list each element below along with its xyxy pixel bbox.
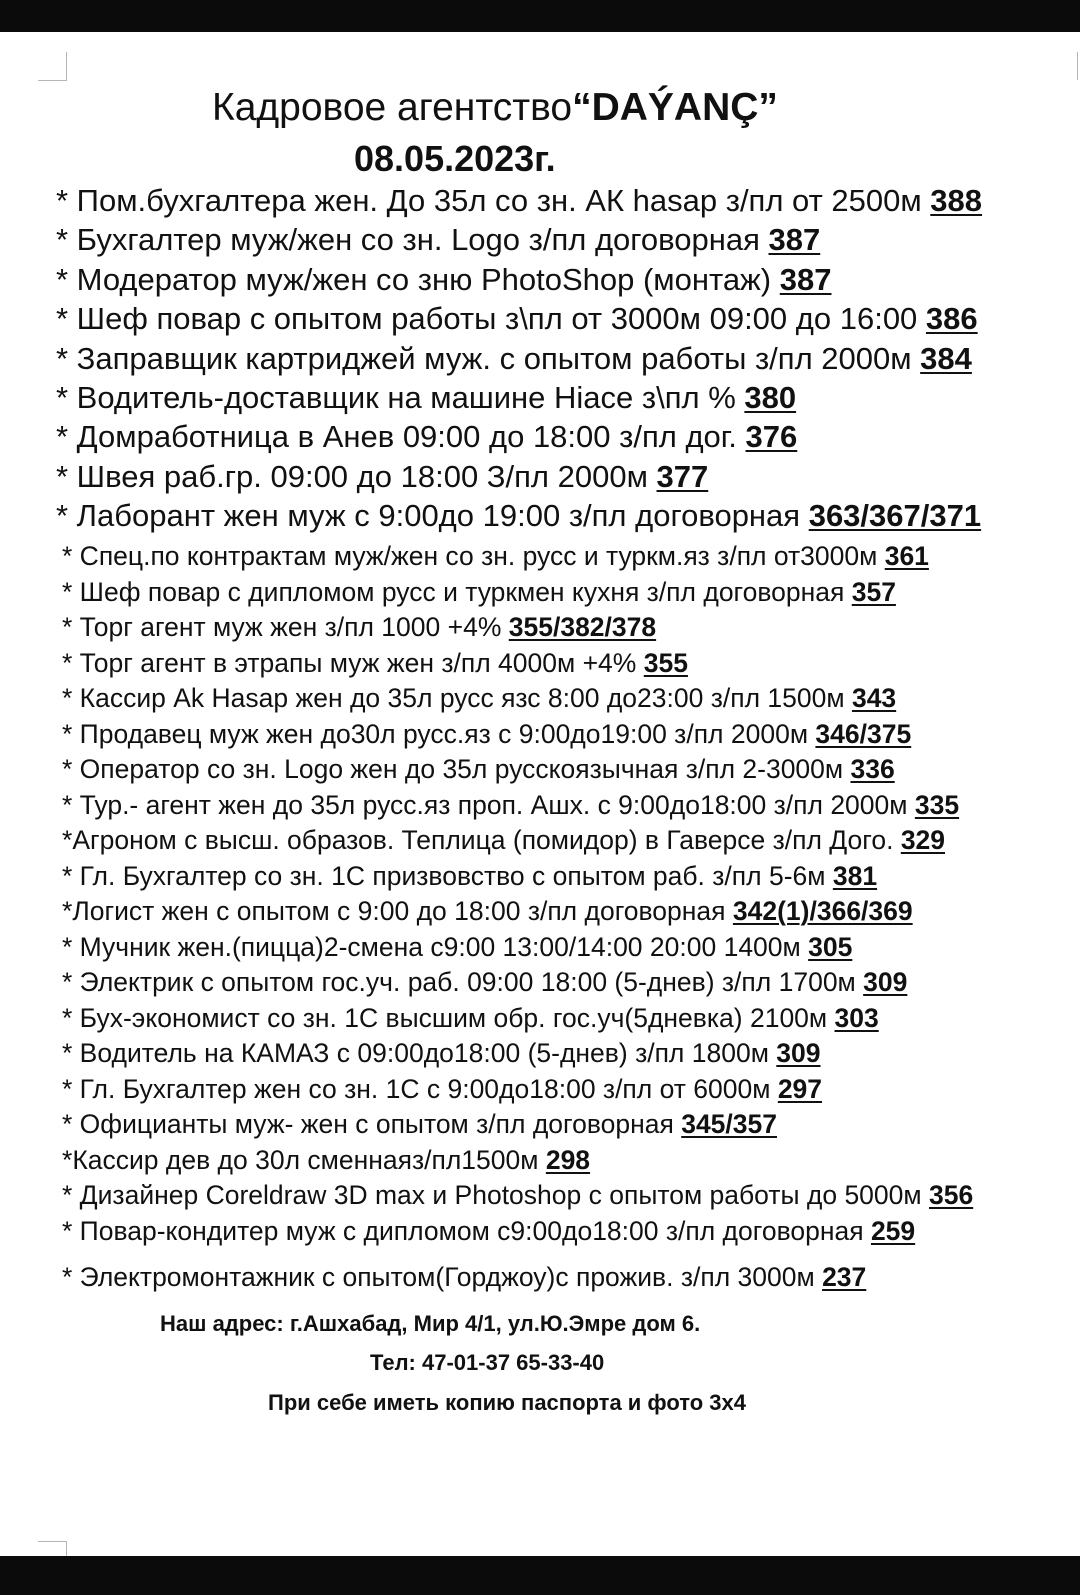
job-ref-number: 342(1)/366/369: [732, 896, 913, 926]
job-text: * Оператор со зн. Logo жен до 35л русскоязычная з/пл 2-3000м: [62, 754, 851, 784]
job-ref-number: 259: [870, 1216, 916, 1246]
job-listing: [62, 1216, 915, 1247]
job-listing: [62, 541, 929, 572]
job-ref-number: 377: [656, 459, 709, 494]
job-text: * Бух-экономист со зн. 1С высшим обр. гос.уч(5дневка) 2100м: [62, 1003, 835, 1033]
job-text: * Швея раб.гр. 09:00 до 18:00 З/пл 2000м: [56, 459, 657, 494]
job-text: * Спец.по контрактам муж/жен со зн. русс и туркм.яз з/пл от3000м: [62, 541, 885, 571]
job-ref-number: 386: [925, 301, 978, 336]
job-ref-number: 309: [776, 1038, 821, 1068]
job-ref-number: 388: [930, 183, 983, 218]
job-ref-number: 329: [900, 825, 946, 855]
title-prefix: Кадровое агентство: [212, 86, 573, 129]
job-listing: [62, 967, 907, 998]
job-listing: [62, 1074, 822, 1105]
job-listing: [62, 1180, 973, 1211]
job-text: *Логист жен с опытом с 9:00 до 18:00 з/пл договорная: [62, 896, 733, 926]
job-listing: [62, 1038, 821, 1069]
job-listing: [62, 577, 896, 608]
page-corner-mark: [38, 1541, 67, 1557]
job-listing: [62, 790, 959, 821]
bottom-navigation-bar: [0, 1556, 1080, 1595]
job-ref-number: 376: [745, 419, 798, 454]
job-ref-number: 381: [832, 861, 878, 891]
job-listing: [62, 1003, 879, 1034]
job-ref-number: 305: [808, 932, 853, 962]
job-text: * Тур.- агент жен до 35л русс.яз проп. Ашх. с 9:00до18:00 з/пл 2000м: [62, 790, 915, 820]
job-ref-number: 297: [777, 1074, 823, 1104]
job-listing: [56, 222, 820, 258]
job-listing: [62, 896, 913, 927]
agency-phones: Тел: 47-01-37 65-33-40: [370, 1350, 605, 1375]
job-text: * Гл. Бухгалтер жен со зн. 1С с 9:00до18:00 з/пл от 6000м: [62, 1074, 778, 1104]
job-text: * Электромонтажник с опытом(Горджоу)с прожив. з/пл 3000м: [62, 1262, 823, 1292]
job-ref-number: 384: [920, 341, 972, 376]
job-listing: [56, 498, 981, 534]
job-text: * Шеф повар с опытом работы з\пл от 3000м 09:00 до 16:00: [56, 301, 926, 336]
job-text: * Шеф повар с дипломом русс и туркмен кухня з/пл договорная: [62, 577, 852, 607]
job-listing: [62, 932, 852, 963]
job-ref-number: 356: [928, 1180, 974, 1210]
job-listing: [62, 683, 896, 714]
job-listing: [62, 754, 895, 785]
job-listing: [62, 1145, 590, 1176]
job-ref-number: 387: [768, 222, 821, 257]
job-text: * Гл. Бухгалтер со зн. 1С призвовство с опытом раб. з/пл 5-6м: [62, 861, 833, 891]
job-listing: [56, 301, 978, 337]
job-text: * Кассир Ak Hasap жен до 35л русс язс 8:00 до23:00 з/пл 1500м: [62, 683, 852, 713]
job-ref-number: 355/382/378: [508, 612, 657, 642]
job-ref-number: 363/367/371: [808, 498, 982, 533]
job-text: * Пом.бухгалтера жен. До 35л со зн. АК hasap з/пл от 2500м: [56, 183, 931, 218]
job-ref-number: 343: [851, 683, 897, 713]
job-ref-number: 336: [850, 754, 895, 784]
job-text: * Бухгалтер муж/жен со зн. Logo з/пл договорная: [56, 222, 769, 257]
job-ref-number: 345/357: [681, 1109, 777, 1139]
job-text: * Лаборант жен муж с 9:00до 19:00 з/пл договорная: [56, 498, 809, 533]
job-listing: [56, 262, 831, 298]
job-listing: [56, 380, 796, 416]
job-ref-number: 387: [779, 262, 832, 297]
job-text: * Торг агент муж жен з/пл 1000 +4%: [62, 612, 509, 642]
job-text: * Модератор муж/жен со зню PhotoShop (монтаж): [56, 262, 780, 297]
agency-brand: “DAÝANÇ”: [572, 86, 778, 129]
job-ref-number: 357: [851, 577, 896, 607]
documents-note: При себе иметь копию паспорта и фото 3х4: [268, 1390, 747, 1415]
job-listing: [62, 612, 656, 643]
job-listing: [62, 719, 911, 750]
job-listing: [62, 1109, 777, 1140]
job-text: * Торг агент в этрапы муж жен з/пл 4000м +4%: [62, 648, 644, 678]
job-listing: [56, 341, 972, 377]
job-text: * Повар-кондитер муж с дипломом с9:00до18:00 з/пл договорная: [62, 1216, 871, 1246]
job-text: * Водитель-доставщик на машине Hiace з\пл %: [56, 380, 745, 415]
job-ref-number: 346/375: [815, 719, 912, 749]
job-ref-number: 309: [863, 967, 908, 997]
job-listing: [56, 459, 708, 495]
job-ref-number: 335: [914, 790, 960, 820]
job-text: *Кассир дев до 30л сменнаяз/пл1500м: [62, 1145, 546, 1175]
job-ref-number: 361: [884, 541, 929, 571]
job-text: * Водитель на КАМАЗ с 09:00до18:00 (5-днев) з/пл 1800м: [62, 1038, 777, 1068]
job-text: * Продавец муж жен до30л русс.яз с 9:00до19:00 з/пл 2000м: [62, 719, 816, 749]
job-text: * Домработница в Анев 09:00 до 18:00 з/пл дог.: [56, 419, 746, 454]
posting-date: 08.05.2023г.: [354, 138, 556, 179]
job-ref-number: 380: [744, 380, 797, 415]
job-listing: [62, 861, 877, 892]
job-text: * Электрик с опытом гос.уч. раб. 09:00 18:00 (5-днев) з/пл 1700м: [62, 967, 864, 997]
job-text: * Заправщик картриджей муж. с опытом работы з/пл 2000м: [56, 341, 921, 376]
agency-address: Наш адрес: г.Ашхабад, Мир 4/1, ул.Ю.Эмре дом 6.: [160, 1311, 701, 1336]
job-ref-number: 303: [834, 1003, 879, 1033]
job-ref-number: 237: [822, 1262, 867, 1292]
job-ref-number: 298: [545, 1145, 591, 1175]
job-listing: [62, 648, 688, 679]
job-listing: [62, 825, 945, 856]
job-listing: [56, 183, 982, 219]
job-text: * Официанты муж- жен с опытом з/пл договорная: [62, 1109, 682, 1139]
job-text: * Мучник жен.(пицца)2-смена с9:00 13:00/14:00 20:00 1400м: [62, 932, 809, 962]
job-text: *Агроном с высш. образов. Теплица (помидор) в Гаверсе з/пл Дого.: [62, 825, 901, 855]
job-listing: [62, 1262, 866, 1293]
job-text: * Дизайнер Coreldraw 3D max и Photoshop с опытом работы до 5000м: [62, 1180, 929, 1210]
job-ref-number: 355: [643, 648, 688, 678]
job-listing: [56, 419, 797, 455]
